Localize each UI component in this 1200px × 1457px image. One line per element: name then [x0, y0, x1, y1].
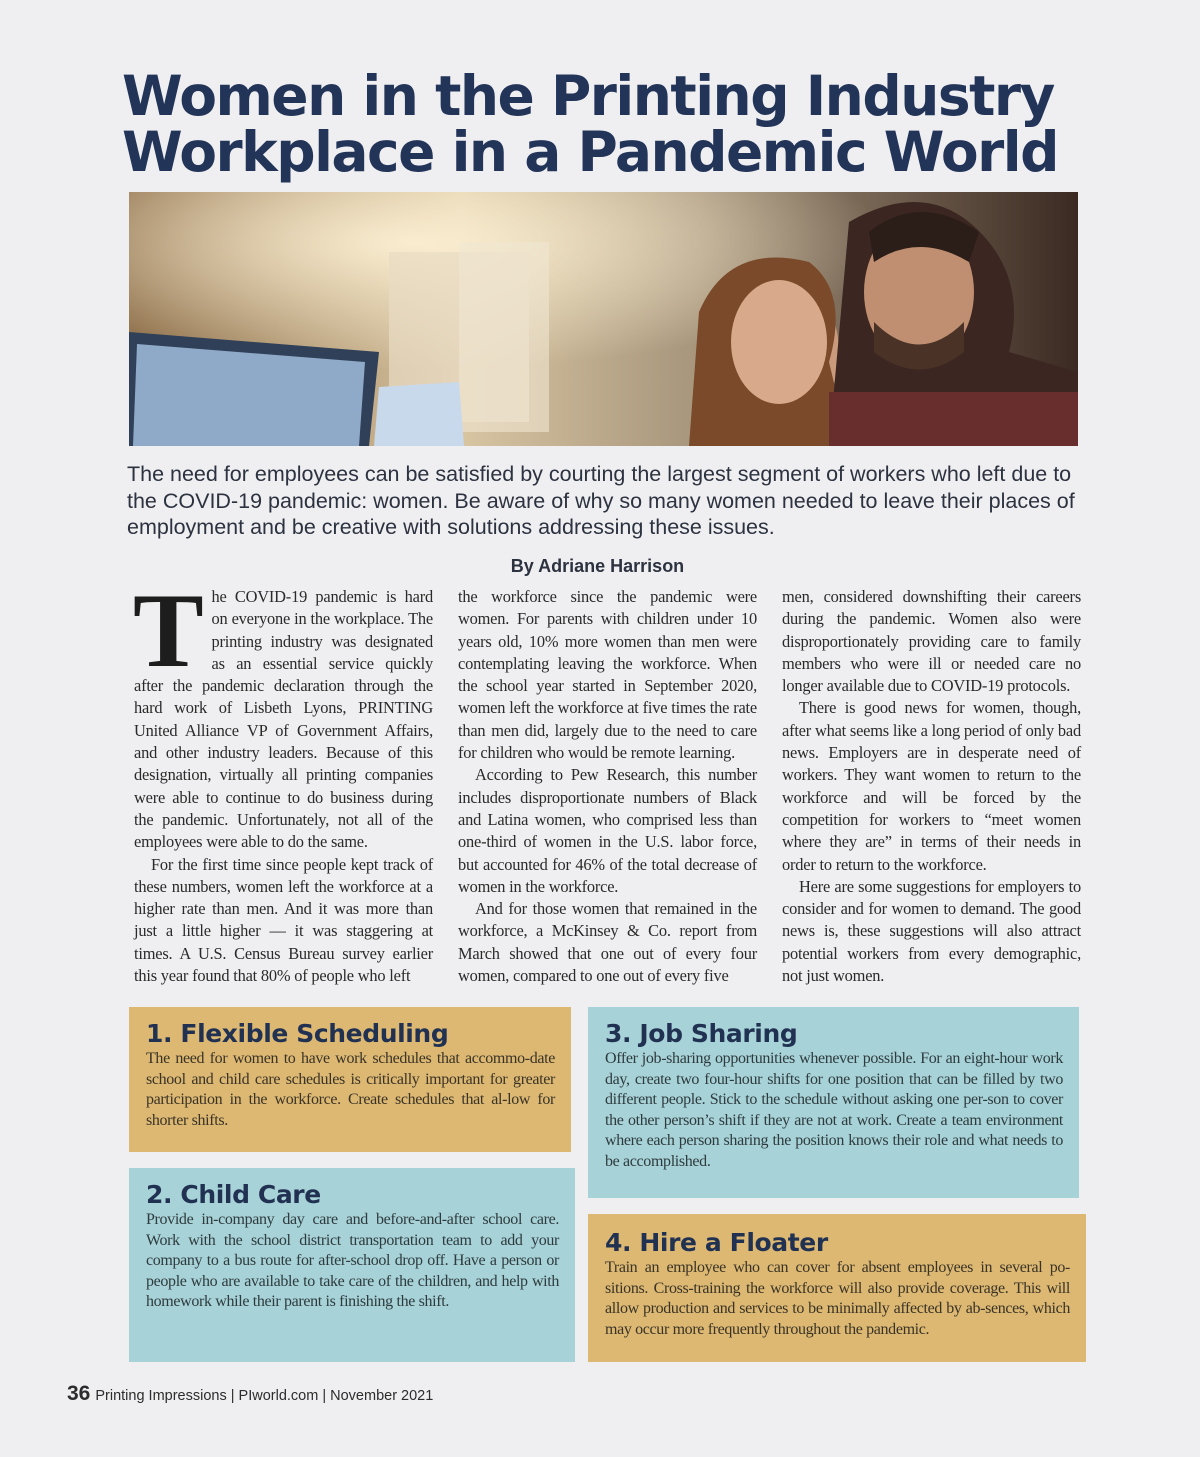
paragraph [133, 572, 433, 854]
body-column-1 [133, 572, 433, 987]
paragraph: Here are some suggestions for employers to consider and for women to demand. The good news is, these suggestions will also attract potential workers from every demographic, not just women. [782, 876, 1081, 986]
tip-body: Train an employee who can cover for absent employees in several po-sitions. Cross-training the workforce will also provide coverage. This will allow production and services to be minimally affected by ab-sences, which may occur more frequently throughout the pandemic. [605, 1259, 1070, 1338]
drop-cap: T [133, 572, 204, 689]
page-number: 36 [67, 1382, 91, 1405]
title-line-1: Women in the Printing Industry [122, 64, 1054, 128]
tip-box-flexible-scheduling [129, 1007, 571, 1152]
tip-heading: 1. Flexible Scheduling [146, 1019, 449, 1048]
tip-heading: 2. Child Care [146, 1180, 321, 1209]
paragraph: the workforce since the pandemic were women. For parents with children under 10 years old, 10% more women than men were contemplating leaving the workforce. When the school year started in September 2020, women left the workforce at five times the rate than men did, largely due to the need to care for children who would be remote learning. [458, 587, 757, 763]
paragraph: And for those women that remained in the workforce, a McKinsey & Co. report from March showed that one out of every four women, compared to one out of every five [458, 899, 757, 986]
tip-body: The need for women to have work schedules that accommo-date school and child care schedules is critically important for greater participation in the workforce. Create schedules that al-low for shorter shifts. [146, 1050, 555, 1129]
article-title [122, 64, 1102, 184]
tip-box-job-sharing [588, 1007, 1079, 1198]
paragraph: men, considered downshifting their careers during the pandemic. Women also were disproportionately providing care to family members who were ill or needed care no longer available due to COVID-19 protocols. [782, 587, 1081, 696]
tip-heading: 3. Job Sharing [605, 1019, 798, 1048]
paragraph-text: he COVID-19 pandemic is hard on everyone in the workplace. The printing industry was designated as an essential service quickly after the pandemic declaration through the hard work of Lisbeth Lyons, PRINTING United Alliance VP of Government Affairs, and other industry leaders. Because of this designation, virtually all printing companies were able to continue to do business during the pandemic. Unfortunately, not all of the employees were able to do the same. [134, 587, 433, 852]
paragraph: There is good news for women, though, after what seems like a long period of only bad news. Employers are in desperate need of workers. They want women to return to the workforce and will be forced by the competition for workers to “meet women where they are” in terms of their needs in order to return to the workforce. [782, 698, 1081, 874]
tip-box-hire-floater [588, 1214, 1086, 1362]
paragraph: According to Pew Research, this number includes disproportionate numbers of Black and Latina women, who comprised less than one-third of women in the U.S. labor force, but accounted for 46% of the total decrease of women in the workforce. [458, 765, 757, 896]
byline: By Adriane Harrison [510, 556, 685, 576]
article-deck: The need for employees can be satisfied by courting the largest segment of workers who left due to the COVID-19 pandemic: women. Be aware of why so many women needed to leave their places of employment and be creative with solutions addressing these issues. [127, 462, 1075, 539]
page-footer [67, 1382, 433, 1404]
tip-heading: 4. Hire a Floater [605, 1228, 828, 1257]
footer-publication: Printing Impressions | PIworld.com | November 2021 [95, 1388, 434, 1404]
paragraph: For the first time since people kept track of these numbers, women left the workforce at a higher rate than men. And it was more than just a little higher — it was staggering at times. A U.S. Census Bureau survey earlier this year found that 80% of people who left [134, 854, 433, 986]
body-column-2 [458, 586, 757, 987]
tip-body: Offer job-sharing opportunities whenever possible. For an eight-hour work day, create two four-hour shifts for one position that can be filled by two different people. Stick to the schedule without asking one per-son to cover the other person’s shift if they are not at work. Create a team environment where each person sharing the position knows their role and what needs to be accomplished. [605, 1050, 1063, 1170]
tip-box-child-care [129, 1168, 575, 1362]
hero-photo [129, 192, 1078, 446]
body-column-3 [782, 586, 1081, 987]
tip-body: Provide in-company day care and before-and-after school care. Work with the school district transportation team to add your company to a bus route for after-school drop off. Have a person or people who are available to take care of the children, and help with homework while their parent is finishing the shift. [146, 1211, 559, 1310]
title-line-2: Workplace in a Pandemic World [122, 120, 1059, 184]
